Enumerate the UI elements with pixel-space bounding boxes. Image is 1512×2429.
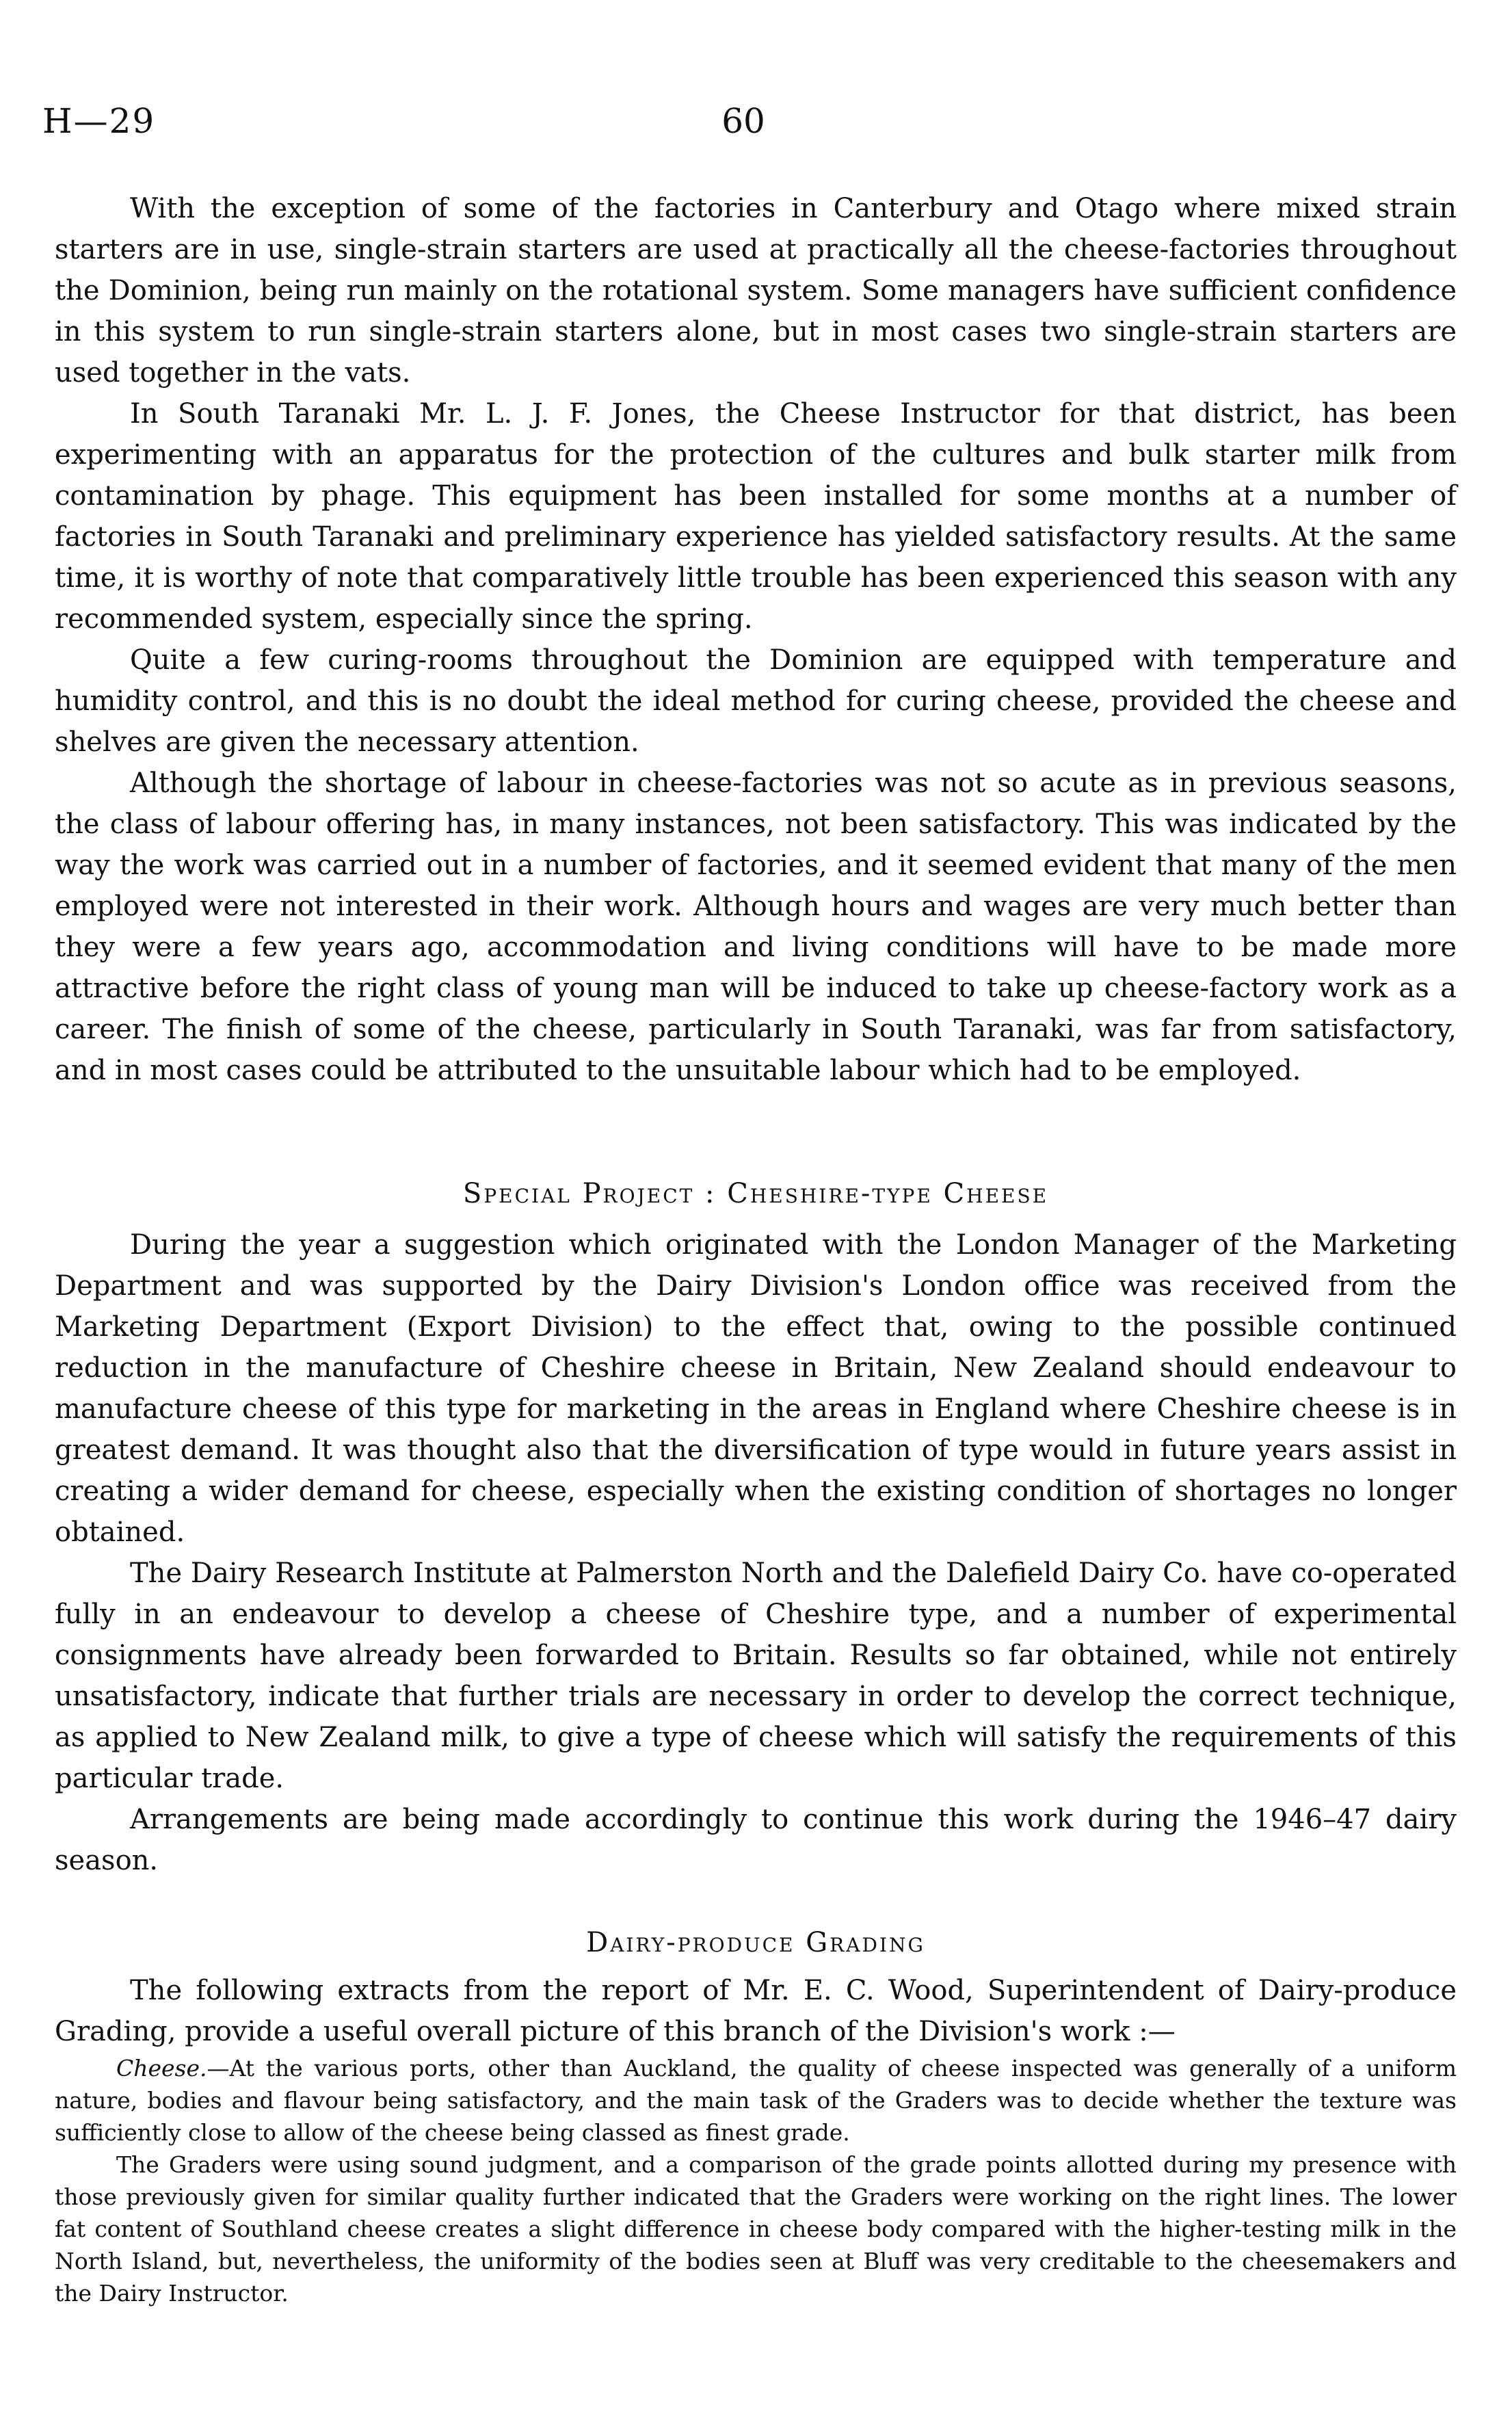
grading-section	[55, 1970, 1457, 2309]
quote-cheese	[55, 2052, 1457, 2149]
paragraph-research-institute: The Dairy Research Institute at Palmerston North and the Dalefield Dairy Co. have co-operated fully in an endeavour to develop a cheese of Cheshire type, and a number of experimental consignments have already been forwarded to Britain. Results so far obtained, while not entirely unsatisfactory, indicate that further trials are necessary in order to develop the correct technique, as applied to New Zealand milk, to give a type of cheese which will satisfy the requirements of this particular trade.	[55, 1558, 1457, 1794]
paragraph-curing-rooms: Quite a few curing-rooms throughout the Dominion are equipped with temperature and humidity control, and this is no doubt the ideal method for curing cheese, provided the cheese and shelves are given the necessary attention.	[55, 644, 1457, 758]
special-project-section	[55, 1224, 1457, 1881]
paragraph-grading-intro: The following extracts from the report of Mr. E. C. Wood, Superintendent of Dairy-produce Grading, provide a useful overall picture of this branch of the Division's work :—	[55, 1975, 1457, 2047]
section-heading-special-project: Special Project : Cheshire-type Cheese	[462, 1178, 1049, 1209]
quote-graders: The Graders were using sound judgment, and a comparison of the grade points allotted during my presence with those previously given for similar quality further indicated that the Graders were working on the right lines. The lower fat content of Southland cheese creates a slight difference in cheese body compared with the higher-testing milk in the North Island, but, nevertheless, the uniformity of the bodies seen at Bluff was very creditable to the cheesemakers and the Dairy Instructor.	[55, 2151, 1457, 2307]
quote-lead-cheese: Cheese.	[116, 2055, 207, 2082]
paragraph-cheshire-suggestion: During the year a suggestion which originated with the London Manager of the Marketing Department and was supported by the Dairy Division's London office was received from the Marketing Department (Export Division) to the effect that, owing to the possible continued reduction in the manufacture of Cheshire cheese in Britain, New Zealand should endeavour to manufacture cheese of this type for marketing in the areas in England where Cheshire cheese is in greatest demand. It was thought also that the diversification of type would in future years assist in creating a wider demand for cheese, especially when the existing condition of shortages no longer obtained.	[55, 1229, 1457, 1548]
page-number: 60	[721, 101, 765, 141]
quote-cheese-text: —At the various ports, other than Auckland, the quality of cheese inspected was generally of a uniform nature, bodies and flavour being satisfactory, and the main task of the Graders was to decide whether the texture was sufficiently close to allow of the cheese being classed as finest grade.	[55, 2055, 1457, 2146]
running-header	[42, 89, 1444, 150]
intro-section	[55, 188, 1457, 1091]
section-heading-grading: Dairy-produce Grading	[586, 1927, 925, 1958]
paragraph-phage-apparatus: In South Taranaki Mr. L. J. F. Jones, the Cheese Instructor for that district, has been experimenting with an apparatus for the protection of the cultures and bulk starter milk from contamination by phage. This equipment has been installed for some months at a number of factories in South Taranaki and preliminary experience has yielded satisfactory results. At the same time, it is worthy of note that comparatively little trouble has been experienced this season with any recommended system, especially since the spring.	[55, 398, 1457, 635]
paragraph-starters: With the exception of some of the factories in Canterbury and Otago where mixed strain starters are in use, single-strain starters are used at practically all the cheese-factories throughout the Dominion, being run mainly on the rotational system. Some managers have sufficient confidence in this system to run single-strain starters alone, but in most cases two single-strain starters are used together in the vats.	[55, 193, 1457, 389]
document-code: H—29	[42, 101, 156, 141]
paragraph-labour: Although the shortage of labour in cheese-factories was not so acute as in previous seasons, the class of labour offering has, in many instances, not been satisfactory. This was indicated by the way the work was carried out in a number of factories, and it seemed evident that many of the men employed were not interested in their work. Although hours and wages are very much better than they were a few years ago, accommodation and living conditions will have to be made more attractive before the right class of young man will be induced to take up cheese-factory work as a career. The finish of some of the cheese, particularly in South Taranaki, was far from satisfactory, and in most cases could be attributed to the unsuitable labour which had to be employed.	[55, 767, 1457, 1086]
paragraph-arrangements: Arrangements are being made accordingly to continue this work during the 1946–47 dairy season.	[55, 1804, 1457, 1876]
